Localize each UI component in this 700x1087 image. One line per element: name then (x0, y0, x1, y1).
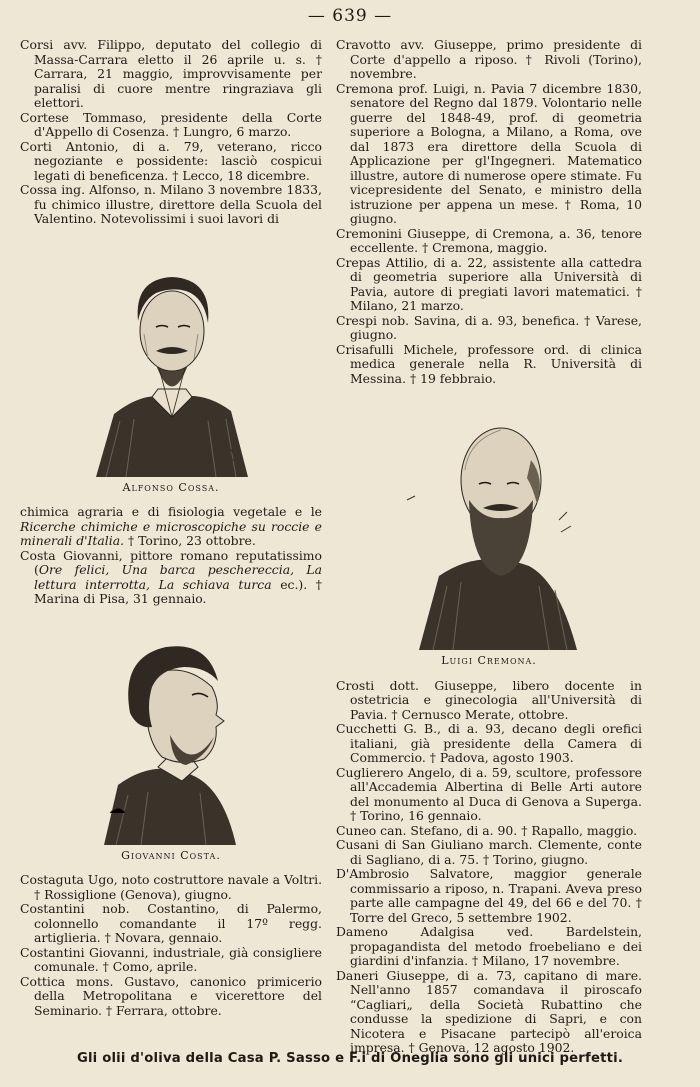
obituary-entry: Costaguta Ugo, noto costruttore navale a Voltri. † Rossiglione (Genova), giugno. (20, 872, 323, 902)
portrait-engraving-cremona (389, 400, 589, 650)
entry-text: Costa Giovanni, pittore romano reputatissimo ( (20, 547, 322, 577)
page-number: — 639 — (307, 6, 393, 26)
obituary-entry: Cucchetti G. B., di a. 93, decano degli orefici italiani, già presidente della Camera di Commercio. † Padova, agosto 1903. (336, 721, 642, 765)
obituary-entry: D'Ambrosio Salvatore, maggior generale commissario a riposo, n. Trapani. Aveva preso parte alle campagne del 49, del 66 e del 70. † Torre del Greco, 5 settembre 1902. (336, 866, 642, 925)
left-column (20, 38, 322, 1018)
obituary-entry: Crosti dott. Giuseppe, libero docente in ostetricia e ginecologia all'Università di Pavia. † Cernusco Merate, ottobre. (336, 677, 642, 722)
portrait-engraving-costa (86, 617, 256, 845)
portrait-luigi-cremona (336, 400, 642, 679)
portrait-caption: Alfonso Cossa. (122, 480, 220, 494)
portrait-engraving-cossa (86, 239, 256, 477)
obituary-entry: Crespi nob. Savina, di a. 93, benefica. † Varese, giugno. (336, 312, 642, 342)
obituary-entry: Cuglierero Angelo, di a. 59, scultore, professore all'Accademia Albertina di Belle Arti autore del monumento al Duca di Genova a Superga. † Torino, 16 gennaio. (336, 764, 642, 823)
advertisement-footer: Gli olii d'oliva della Casa P. Sasso e F.i di Oneglia sono gli unici perfetti. (76, 1051, 624, 1066)
obituary-continuation (20, 505, 322, 549)
continuation-text: chimica agraria e di fisiologia vegetale e le (20, 504, 322, 519)
obituary-entry: Crepas Attilio, di a. 22, assistente alla cattedra di geometria superiore alla Università di Pavia, autore di pregiati lavori matematici. † Milano, 21 marzo. (336, 254, 642, 313)
entry-text: ec.). † Marina di Pisa, 31 gennaio. (34, 576, 322, 606)
works-titles: Ore felici, Una barca peschereccia, La lettura interrotta, La schiava turca (34, 562, 322, 592)
portrait-giovanni-costa (20, 617, 322, 874)
obituary-entry: Cuneo can. Stefano, di a. 90. † Rapallo, maggio. (336, 822, 638, 838)
obituary-entry: Cremona prof. Luigi, n. Pavia 7 dicembre 1830, senatore del Regno dal 1879. Volontario nelle guerre del 1848-49, prof. di geometria superiore a Bologna, a Milano, a Roma, ove dal 1873 era direttore della Scuola di Applicazione per gl'Ingegneri. Matematico illustre, autore di numerose opere stimate. Fu vicepresidente del Senato, e ministro della istruzione per appena un mese. † Roma, 10 giugno. (336, 80, 642, 226)
obituary-entry: Costantini nob. Costantino, di Palermo, colonnello comandante il 17º regg. artiglieria. † Novara, gennaio. (20, 901, 322, 945)
obituary-entry: Cossa ing. Alfonso, n. Milano 3 novembre 1833, fu chimico illustre, direttore della Scuola del Valentino. Notevolissimi i suoi lavori di (20, 182, 322, 226)
right-column (336, 38, 642, 1056)
obituary-entry: Cremonini Giuseppe, di Cremona, a. 36, tenore eccellente. † Cremona, maggio. (336, 225, 642, 255)
obituary-entry: Cottica mons. Gustavo, canonico primicerio della Metropolitana e vicerettore del Seminario. † Ferrara, ottobre. (20, 973, 322, 1018)
portrait-caption: Giovanni Costa. (121, 848, 221, 862)
obituary-entry: Crisafulli Michele, professore ord. di clinica medica generale nella R. Università di Messina. † 19 febbraio. (336, 341, 642, 386)
obituary-entry: Corsi avv. Filippo, deputato del collegio di Massa-Carrara eletto il 26 aprile u. s. † Carrara, 21 maggio, improvvisamente per paralisi di cuore mentre ringraziava gli elettori. (20, 37, 322, 110)
obituary-entry: Dameno Adalgisa ved. Bardelstein, propagandista del metodo froebeliano e dei giardini d'infanzia. † Milano, 17 novembre. (336, 924, 642, 968)
obituary-entry: Cravotto avv. Giuseppe, primo presidente di Corte d'appello a riposo. † Rivoli (Torino), novembre. (336, 37, 642, 81)
obituary-entry (20, 549, 322, 607)
obituary-entry: Corti Antonio, di a. 79, veterano, ricco negoziante e possidente: lasciò cospicui legati di beneficenza. † Lecco, 18 dicembre. (20, 138, 322, 183)
obituary-entry: Costantini Giovanni, industriale, già consigliere comunale. † Como, aprile. (20, 944, 322, 974)
obituary-entry: Cusani di San Giuliano march. Clemente, conte di Sagliano, di a. 75. † Torino, giugno. (336, 837, 642, 867)
book-title: Ricerche chimiche e microscopiche su roccie e minerali d'Italia. (20, 518, 322, 548)
portrait-caption: Luigi Cremona. (441, 654, 537, 667)
portrait-alfonso-cossa (20, 239, 322, 506)
continuation-text: † Torino, 23 ottobre. (124, 533, 256, 548)
obituary-entry: Daneri Giuseppe, di a. 73, capitano di mare. Nell'anno 1857 comandava il piroscafo “Cagliari„ della Società Rubattino che condusse la spedizione di Sapri, e con Nicotera e Pisacane partecipò all'eroica impresa. † Genova, 12 agosto 1902. (336, 967, 642, 1055)
obituary-entry: Cortese Tommaso, presidente della Corte d'Appello di Cosenza. † Lungro, 6 marzo. (20, 109, 322, 139)
